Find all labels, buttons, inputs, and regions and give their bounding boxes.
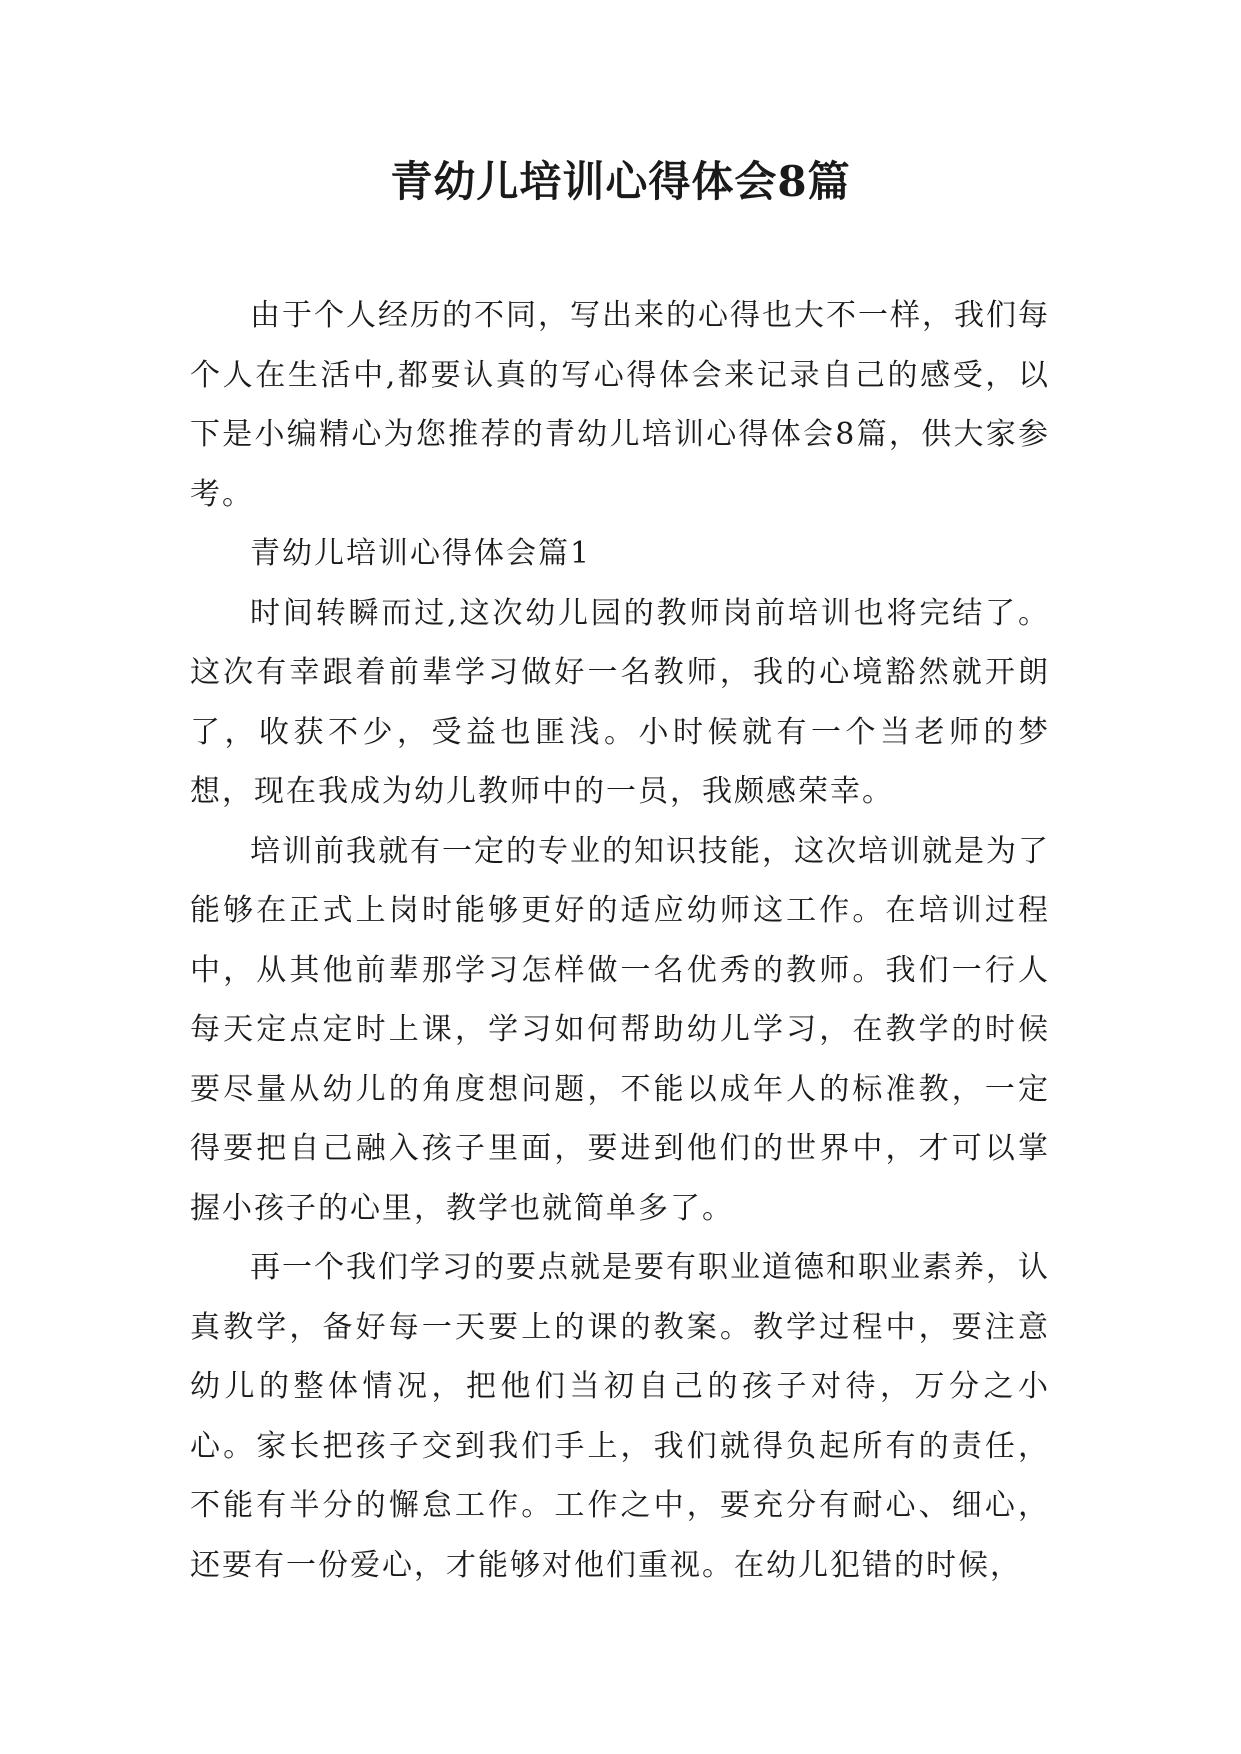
section-heading: 青幼儿培训心得体会篇1 bbox=[250, 536, 592, 571]
document-title: 青幼儿培训心得体会8篇 bbox=[390, 157, 851, 206]
intro-paragraph: 由于个人经历的不同，写出来的心得也大不一样，我们每个人在生活中,都要认真的写心得体会来记录自己的感受，以下是小编精心为您推荐的青幼儿培训心得体会8篇，供大家参考。 bbox=[190, 298, 1050, 512]
body-paragraph-1: 时间转瞬而过,这次幼儿园的教师岗前培训也将完结了。这次有幸跟着前辈学习做好一名教师，我的心境豁然就开朗了，收获不少，受益也匪浅。小时候就有一个当老师的梦想，现在我成为幼儿教师中的一员，我颇感荣幸。 bbox=[190, 595, 1050, 809]
document-body bbox=[190, 286, 1050, 1595]
body-paragraph-2: 培训前我就有一定的专业的知识技能，这次培训就是为了能够在正式上岗时能够更好的适应幼师这工作。在培训过程中，从其他前辈那学习怎样做一名优秀的教师。我们一行人每天定点定时上课，学习如何帮助幼儿学习，在教学的时候要尽量从幼儿的角度想问题，不能以成年人的标准教，一定得要把自己融入孩子里面，要进到他们的世界中，才可以掌握小孩子的心里，教学也就简单多了。 bbox=[190, 833, 1050, 1226]
body-paragraph-3: 再一个我们学习的要点就是要有职业道德和职业素养，认真教学，备好每一天要上的课的教案。教学过程中，要注意幼儿的整体情况，把他们当初自己的孩子对待，万分之小心。家长把孩子交到我们手上，我们就得负起所有的责任，不能有半分的懈怠工作。工作之中，要充分有耐心、细心，还要有一份爱心，才能够对他们重视。在幼儿犯错的时候， bbox=[190, 1250, 1050, 1583]
